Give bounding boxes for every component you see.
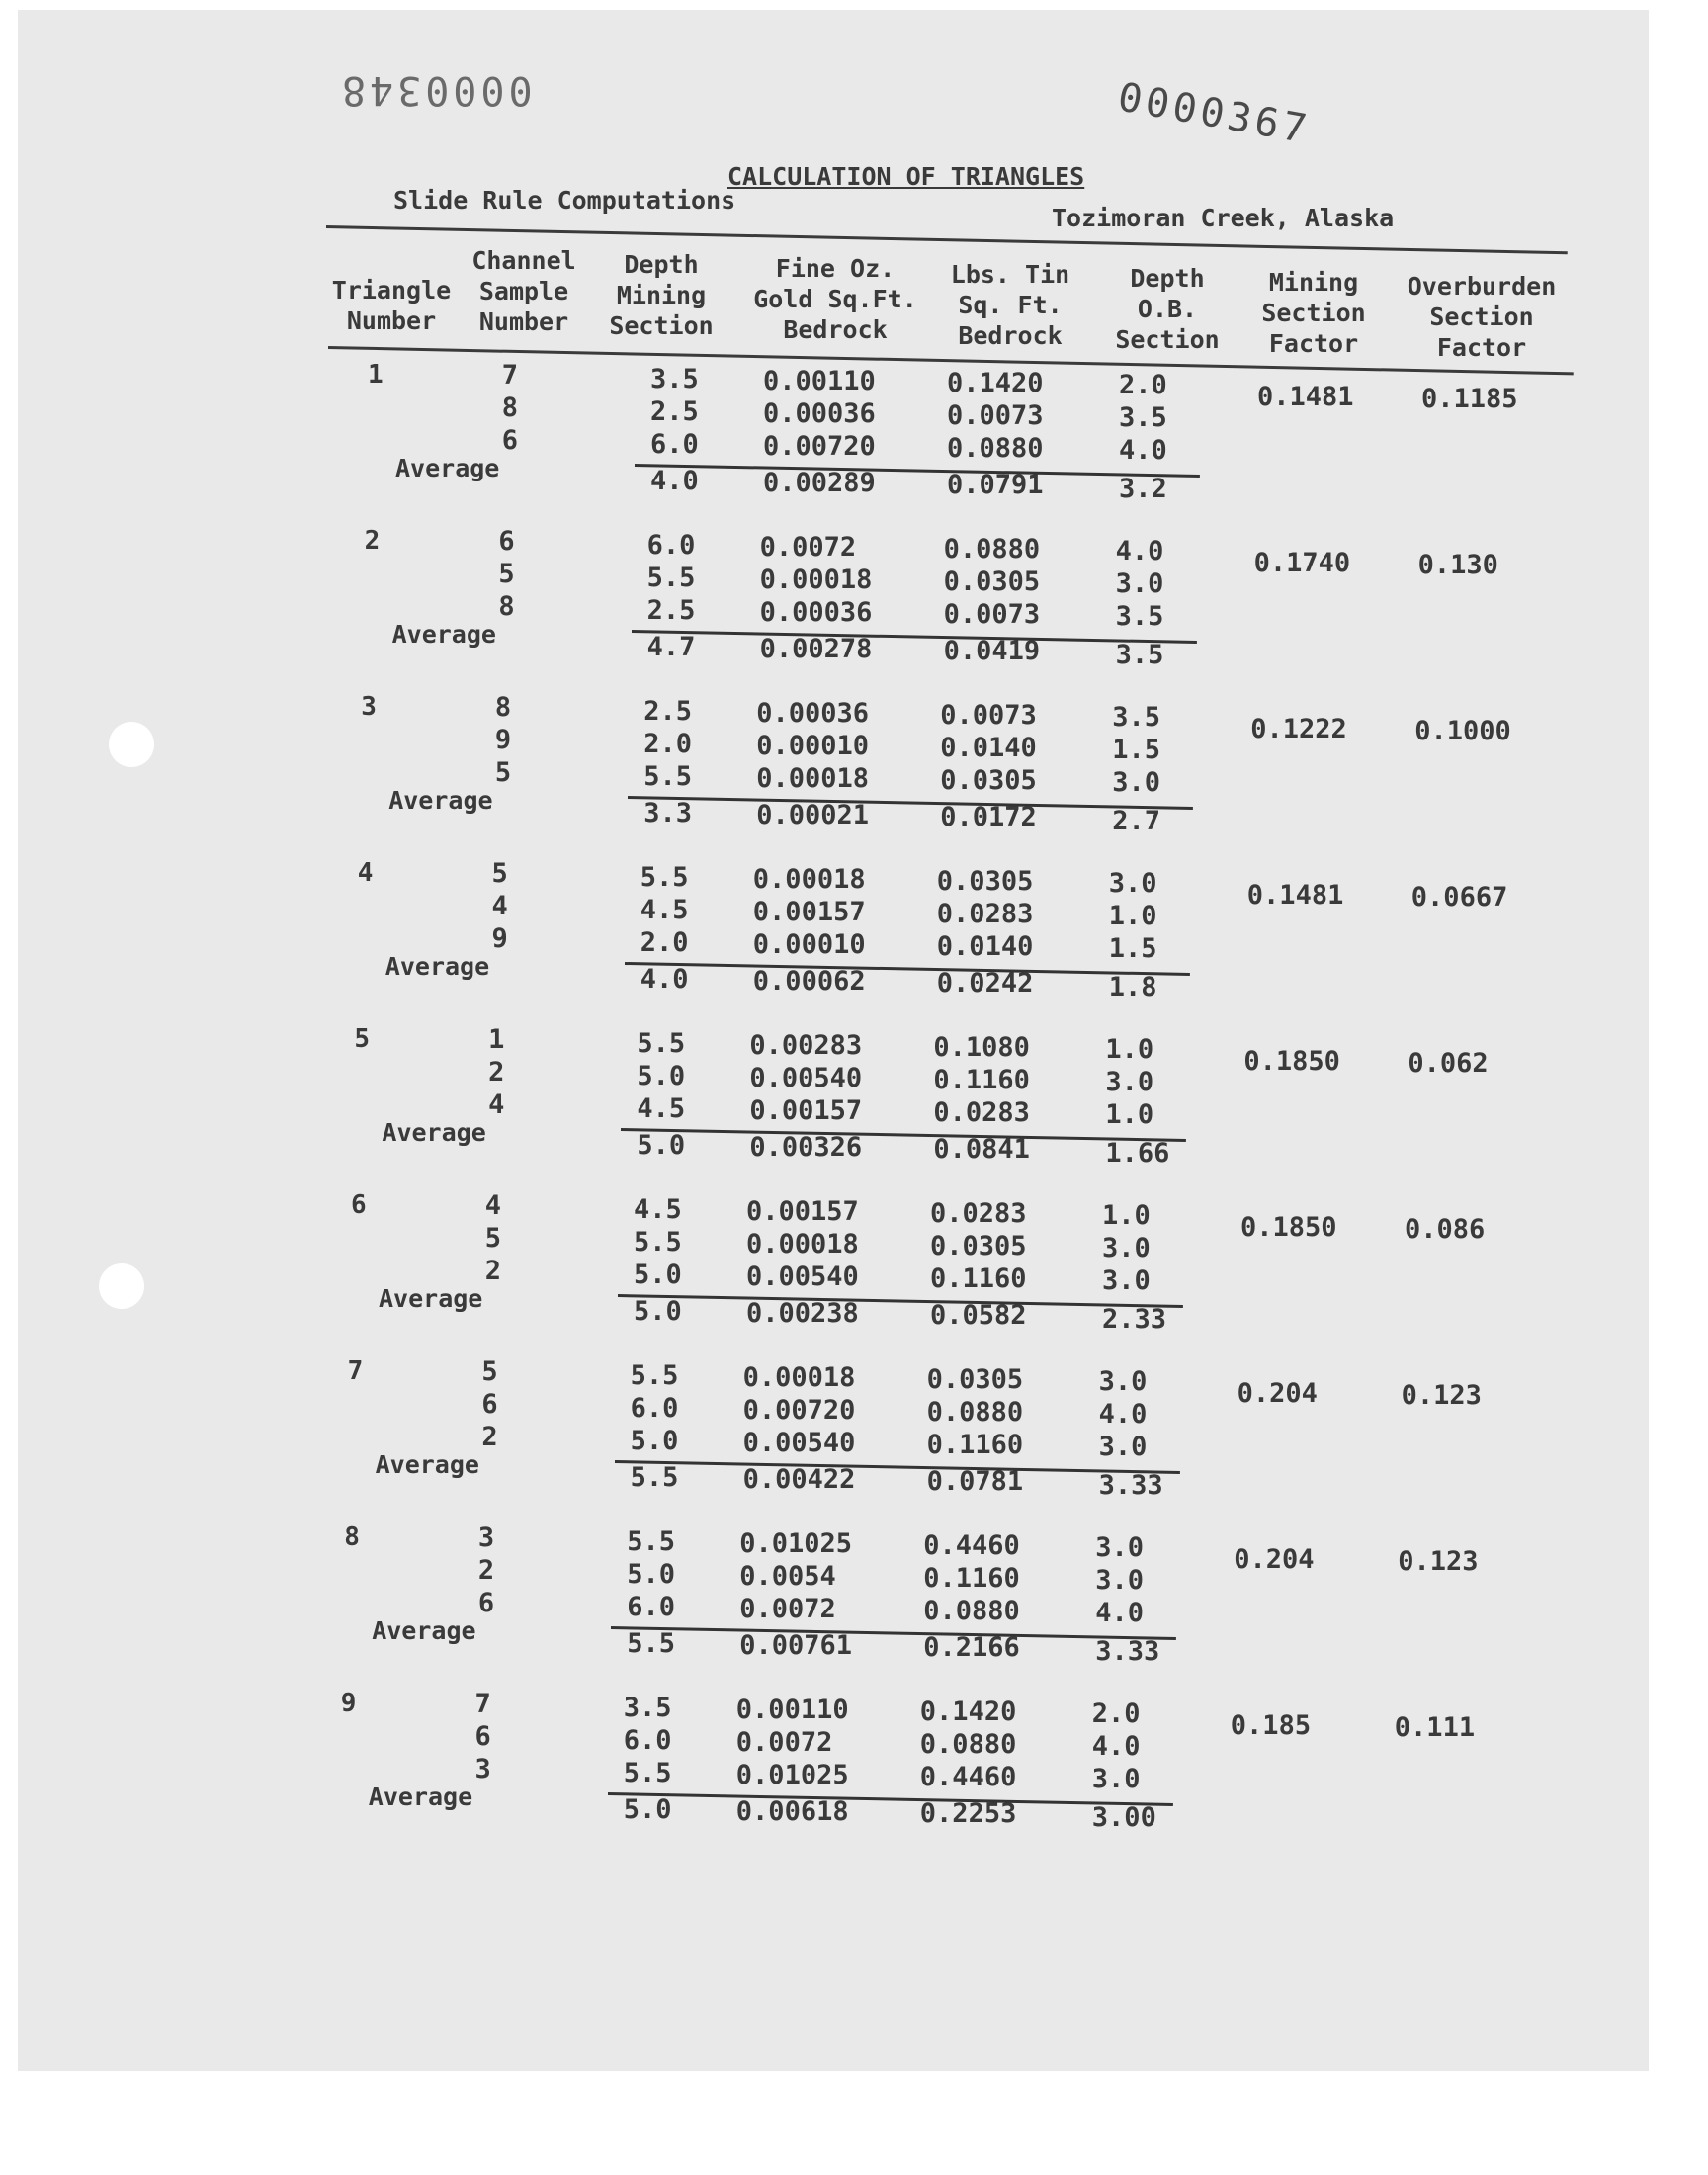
average-label: Average [368, 1783, 473, 1811]
triangle-number: 4 [357, 858, 374, 888]
average-depth-mining: 5.5 [630, 1462, 679, 1493]
average-fine-gold: 0.00422 [742, 1464, 856, 1495]
header-channel-sample: Channel Sample Number [471, 246, 576, 336]
tin-value: 0.0880 [943, 534, 1041, 565]
fine-gold-value: 0.00036 [756, 698, 869, 729]
average-depth-mining: 4.0 [650, 466, 699, 496]
depth-mining-value: 5.5 [634, 1227, 682, 1258]
fine-gold-value: 0.01025 [739, 1528, 852, 1559]
depth-mining-value: 5.5 [646, 563, 696, 593]
depth-mining-value: 5.0 [637, 1061, 686, 1091]
average-depth-ob: 3.33 [1098, 1470, 1163, 1501]
header-mining-factor: Mining Section Factor [1261, 268, 1366, 358]
tin-value: 0.0305 [926, 1364, 1024, 1395]
depth-mining-value: 5.0 [634, 1260, 682, 1290]
channel-sample-number: 9 [491, 923, 508, 954]
depth-mining-value: 5.5 [640, 862, 689, 893]
header-triangle-number: Triangle Number [331, 276, 452, 335]
depth-ob-value: 1.0 [1105, 1099, 1154, 1130]
average-depth-mining: 4.7 [646, 632, 696, 662]
average-fine-gold: 0.00278 [759, 634, 873, 664]
average-depth-ob: 2.33 [1102, 1304, 1167, 1335]
channel-sample-number: 5 [484, 1223, 501, 1254]
tin-value: 0.0283 [933, 1097, 1030, 1128]
depth-mining-value: 4.5 [634, 1194, 682, 1225]
subtitle-location: Tozimoran Creek, Alaska [1052, 204, 1395, 232]
depth-mining-value: 6.0 [650, 429, 699, 460]
average-tin: 0.0242 [936, 968, 1034, 999]
header-depth-ob: Depth O.B. Section [1115, 264, 1220, 354]
depth-ob-value: 3.5 [1119, 402, 1167, 433]
average-depth-mining: 4.0 [640, 964, 689, 995]
fine-gold-value: 0.00018 [742, 1362, 856, 1393]
tin-value: 0.1160 [926, 1430, 1024, 1460]
depth-mining-value: 6.0 [646, 530, 696, 561]
mining-section-factor: 0.185 [1230, 1710, 1312, 1741]
average-depth-ob: 3.33 [1095, 1636, 1160, 1667]
channel-sample-number: 4 [491, 891, 508, 921]
average-label: Average [375, 1450, 479, 1479]
channel-sample-number: 2 [481, 1422, 498, 1452]
depth-ob-value: 1.0 [1102, 1200, 1151, 1231]
fine-gold-value: 0.0072 [735, 1727, 833, 1758]
tin-value: 0.0880 [926, 1397, 1024, 1428]
triangle-number: 6 [351, 1190, 367, 1220]
mining-section-factor: 0.1481 [1257, 382, 1354, 412]
depth-mining-value: 6.0 [623, 1725, 672, 1756]
average-tin: 0.2253 [919, 1798, 1017, 1829]
depth-ob-value: 3.5 [1112, 702, 1160, 733]
fine-gold-value: 0.00157 [749, 1095, 863, 1126]
channel-sample-number: 8 [494, 692, 512, 723]
tin-value: 0.1160 [930, 1263, 1027, 1294]
depth-mining-value: 6.0 [630, 1393, 679, 1424]
tin-value: 0.1160 [923, 1563, 1020, 1594]
channel-sample-number: 4 [488, 1089, 505, 1120]
depth-ob-value: 2.0 [1119, 370, 1167, 400]
average-depth-mining: 5.0 [637, 1130, 686, 1161]
average-label: Average [391, 620, 496, 649]
average-depth-mining: 5.0 [634, 1296, 682, 1327]
fine-gold-value: 0.00018 [746, 1229, 859, 1260]
channel-sample-number: 8 [501, 392, 518, 423]
fine-gold-value: 0.00540 [746, 1262, 859, 1292]
depth-ob-value: 3.0 [1095, 1532, 1144, 1563]
average-fine-gold: 0.00238 [746, 1298, 859, 1329]
overburden-section-factor: 0.062 [1408, 1048, 1489, 1079]
depth-mining-value: 4.5 [640, 895, 689, 925]
depth-mining-value: 6.0 [627, 1592, 675, 1622]
tin-value: 0.0305 [930, 1231, 1027, 1262]
mining-section-factor: 0.204 [1234, 1544, 1315, 1575]
depth-ob-value: 3.0 [1115, 568, 1164, 599]
mining-section-factor: 0.1850 [1240, 1212, 1337, 1243]
depth-ob-value: 3.0 [1102, 1233, 1151, 1263]
average-depth-ob: 2.7 [1112, 806, 1160, 836]
triangle-number: 8 [344, 1522, 360, 1552]
depth-ob-value: 3.0 [1102, 1265, 1151, 1296]
channel-sample-number: 3 [477, 1522, 495, 1553]
depth-ob-value: 1.5 [1112, 735, 1160, 765]
mining-section-factor: 0.1222 [1250, 714, 1347, 744]
fine-gold-value: 0.00110 [763, 366, 876, 396]
tin-value: 0.0305 [943, 566, 1041, 597]
tin-value: 0.0140 [940, 733, 1037, 763]
channel-sample-number: 7 [474, 1689, 491, 1719]
tin-value: 0.4460 [923, 1530, 1020, 1561]
overburden-section-factor: 0.123 [1398, 1546, 1479, 1577]
depth-ob-value: 3.0 [1098, 1366, 1148, 1397]
fine-gold-value: 0.00720 [763, 431, 876, 462]
depth-ob-value: 3.0 [1105, 1067, 1154, 1097]
triangle-number: 3 [361, 692, 377, 722]
header-fine-gold: Fine Oz. Gold Sq.Ft. Bedrock [753, 254, 917, 344]
overburden-section-factor: 0.1185 [1421, 384, 1518, 414]
channel-sample-number: 6 [477, 1588, 495, 1618]
fine-gold-value: 0.00720 [742, 1395, 856, 1426]
average-fine-gold: 0.00326 [749, 1132, 863, 1163]
depth-mining-value: 2.0 [643, 729, 692, 759]
fine-gold-value: 0.01025 [735, 1760, 849, 1790]
depth-mining-value: 5.5 [630, 1360, 679, 1391]
depth-ob-value: 2.0 [1091, 1698, 1141, 1729]
depth-mining-value: 5.0 [630, 1426, 679, 1456]
header-tin: Lbs. Tin Sq. Ft. Bedrock [950, 260, 1070, 350]
depth-mining-value: 4.5 [637, 1093, 686, 1124]
channel-sample-number: 2 [477, 1555, 495, 1586]
depth-mining-value: 5.5 [623, 1758, 672, 1788]
tin-value: 0.1080 [933, 1032, 1030, 1063]
depth-ob-value: 4.0 [1091, 1731, 1141, 1762]
average-tin: 0.0419 [943, 636, 1041, 666]
punch-hole-top [109, 722, 154, 767]
overburden-section-factor: 0.123 [1401, 1380, 1482, 1411]
average-tin: 0.0582 [930, 1300, 1027, 1331]
tin-value: 0.4460 [919, 1762, 1017, 1792]
fine-gold-value: 0.00540 [749, 1063, 863, 1093]
tin-value: 0.1160 [933, 1065, 1030, 1095]
fine-gold-value: 0.00157 [746, 1196, 859, 1227]
header-depth-mining: Depth Mining Section [609, 250, 714, 340]
overburden-section-factor: 0.111 [1394, 1712, 1476, 1743]
depth-ob-value: 3.0 [1091, 1764, 1141, 1794]
channel-sample-number: 1 [488, 1024, 505, 1055]
fine-gold-value: 0.00010 [752, 929, 866, 960]
fine-gold-value: 0.00283 [749, 1030, 863, 1061]
average-fine-gold: 0.00062 [752, 966, 866, 997]
mining-section-factor: 0.1850 [1243, 1046, 1340, 1077]
channel-sample-number: 5 [494, 757, 512, 788]
average-fine-gold: 0.00289 [763, 468, 876, 498]
depth-mining-value: 2.5 [643, 696, 692, 727]
depth-ob-value: 3.0 [1098, 1432, 1148, 1462]
overburden-section-factor: 0.1000 [1414, 716, 1511, 746]
average-tin: 0.0172 [940, 802, 1037, 832]
depth-mining-value: 3.5 [650, 364, 699, 394]
depth-ob-value: 4.0 [1098, 1399, 1148, 1430]
document-stamp-left: 0000348 [338, 67, 533, 113]
depth-ob-value: 3.5 [1115, 601, 1164, 632]
page-title: CALCULATION OF TRIANGLES [727, 162, 1085, 191]
channel-sample-number: 8 [498, 591, 515, 622]
tin-value: 0.0073 [947, 400, 1044, 431]
tin-value: 0.0305 [940, 765, 1037, 796]
average-depth-mining: 5.5 [627, 1628, 675, 1659]
average-depth-mining: 5.0 [623, 1794, 672, 1825]
tin-value: 0.0073 [943, 599, 1041, 630]
fine-gold-value: 0.0072 [759, 532, 857, 563]
average-label: Average [384, 952, 490, 981]
mining-section-factor: 0.1481 [1246, 880, 1344, 911]
document-stamp-right: 0000367 [1114, 74, 1315, 153]
mining-section-factor: 0.1740 [1253, 548, 1351, 578]
triangle-number: 9 [340, 1689, 357, 1718]
depth-mining-value: 2.0 [640, 927, 689, 958]
mining-section-factor: 0.204 [1237, 1378, 1318, 1409]
fine-gold-value: 0.00157 [752, 897, 866, 927]
depth-ob-value: 4.0 [1115, 536, 1164, 566]
channel-sample-number: 2 [484, 1256, 501, 1286]
channel-sample-number: 3 [474, 1754, 491, 1784]
tin-value: 0.0880 [923, 1596, 1020, 1626]
average-tin: 0.0841 [933, 1134, 1030, 1165]
tin-value: 0.1420 [947, 368, 1044, 398]
channel-sample-number: 6 [481, 1389, 498, 1420]
fine-gold-value: 0.00018 [756, 763, 869, 794]
triangle-number: 2 [364, 526, 381, 556]
depth-ob-value: 3.0 [1095, 1565, 1144, 1596]
overburden-section-factor: 0.0667 [1410, 882, 1508, 913]
depth-ob-value: 1.0 [1108, 901, 1157, 931]
average-depth-ob: 1.66 [1105, 1138, 1170, 1169]
depth-mining-value: 3.5 [623, 1693, 672, 1723]
tin-value: 0.0073 [940, 700, 1037, 731]
average-fine-gold: 0.00761 [739, 1630, 852, 1661]
average-fine-gold: 0.00021 [756, 800, 869, 830]
average-tin: 0.2166 [923, 1632, 1020, 1663]
header-overburden-factor: Overburden Section Factor [1407, 272, 1557, 362]
depth-mining-value: 5.5 [643, 761, 692, 792]
depth-mining-value: 5.0 [627, 1559, 675, 1590]
channel-sample-number: 9 [494, 725, 512, 755]
fine-gold-value: 0.00110 [735, 1695, 849, 1725]
average-depth-mining: 3.3 [643, 798, 692, 828]
depth-mining-value: 2.5 [646, 595, 696, 626]
channel-sample-number: 5 [498, 559, 515, 589]
average-label: Average [395, 454, 500, 482]
depth-ob-value: 1.5 [1108, 933, 1157, 964]
triangle-number: 7 [347, 1356, 364, 1386]
channel-sample-number: 7 [501, 360, 518, 391]
tin-value: 0.0283 [930, 1198, 1027, 1229]
depth-ob-value: 3.0 [1108, 868, 1157, 899]
fine-gold-value: 0.00010 [756, 731, 869, 761]
average-label: Average [388, 786, 493, 815]
fine-gold-value: 0.00036 [763, 398, 876, 429]
tin-value: 0.0140 [936, 931, 1034, 962]
depth-mining-value: 2.5 [650, 396, 699, 427]
overburden-section-factor: 0.086 [1405, 1214, 1486, 1245]
tin-value: 0.0305 [936, 866, 1034, 897]
channel-sample-number: 6 [474, 1721, 491, 1752]
channel-sample-number: 6 [498, 526, 515, 557]
average-depth-ob: 3.5 [1115, 640, 1164, 670]
fine-gold-value: 0.00018 [759, 565, 873, 595]
triangle-number: 1 [368, 360, 384, 390]
overburden-section-factor: 0.130 [1417, 550, 1498, 580]
average-depth-ob: 1.8 [1108, 972, 1157, 1002]
fine-gold-value: 0.00540 [742, 1428, 856, 1458]
tin-value: 0.0880 [947, 433, 1044, 464]
average-label: Average [382, 1118, 486, 1147]
average-label: Average [379, 1284, 483, 1313]
average-tin: 0.0791 [947, 470, 1044, 500]
depth-ob-value: 1.0 [1105, 1034, 1154, 1065]
channel-sample-number: 5 [481, 1356, 498, 1387]
fine-gold-value: 0.00036 [759, 597, 873, 628]
depth-ob-value: 4.0 [1095, 1598, 1144, 1628]
fine-gold-value: 0.0054 [739, 1561, 836, 1592]
channel-sample-number: 6 [501, 425, 518, 456]
fine-gold-value: 0.0072 [739, 1594, 836, 1624]
depth-ob-value: 3.0 [1112, 767, 1160, 798]
depth-mining-value: 5.5 [637, 1028, 686, 1059]
channel-sample-number: 2 [488, 1057, 505, 1088]
punch-hole-bottom [99, 1263, 144, 1309]
subtitle-method: Slide Rule Computations [393, 186, 736, 215]
average-tin: 0.0781 [926, 1466, 1024, 1497]
channel-sample-number: 4 [484, 1190, 501, 1221]
average-label: Average [372, 1616, 476, 1645]
tin-value: 0.1420 [919, 1696, 1017, 1727]
triangle-number: 5 [354, 1024, 371, 1054]
average-depth-ob: 3.2 [1119, 474, 1167, 504]
tin-value: 0.0880 [919, 1729, 1017, 1760]
depth-ob-value: 4.0 [1119, 435, 1167, 466]
average-fine-gold: 0.00618 [735, 1796, 849, 1827]
depth-mining-value: 5.5 [627, 1526, 675, 1557]
channel-sample-number: 5 [491, 858, 508, 889]
fine-gold-value: 0.00018 [752, 864, 866, 895]
tin-value: 0.0283 [936, 899, 1034, 929]
average-depth-ob: 3.00 [1091, 1802, 1156, 1833]
